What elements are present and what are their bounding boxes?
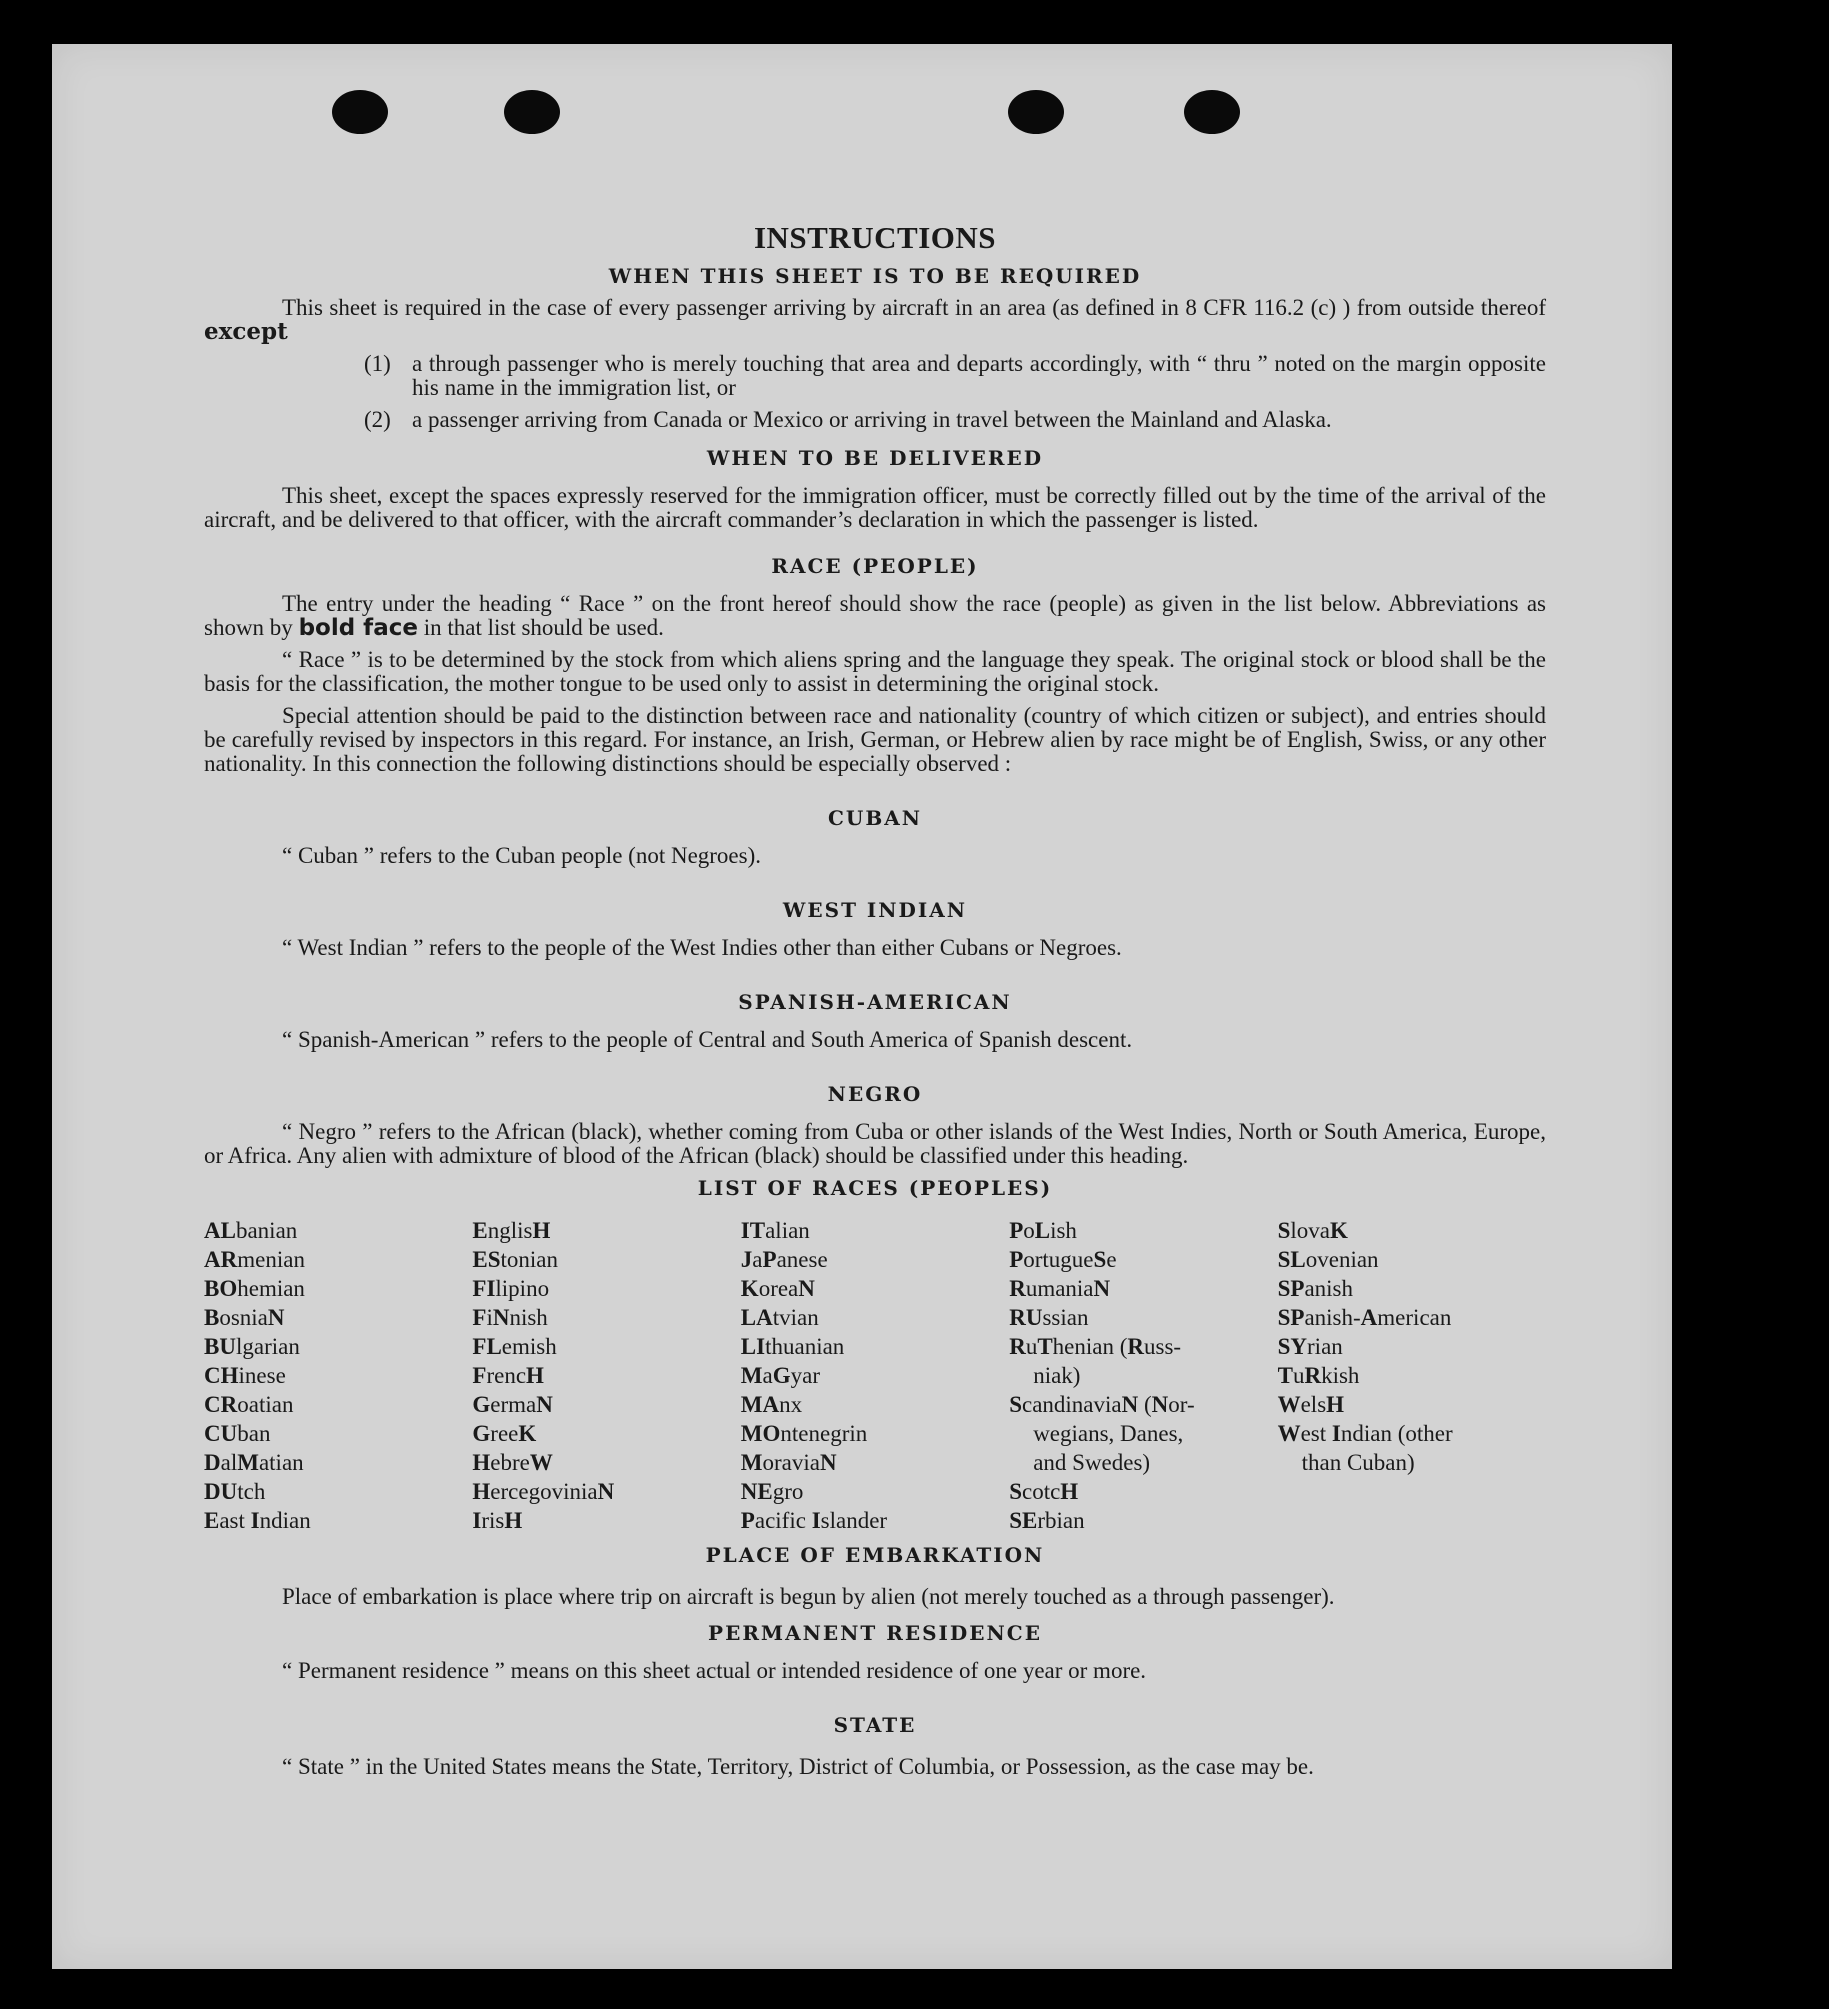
west-indian-paragraph: “ West Indian ” refers to the people of the West Indies other than either Cubans or Negroes. — [282, 935, 1122, 960]
race-entry: West Indian (other — [1277, 1421, 1453, 1446]
document-sheet — [52, 44, 1672, 1969]
page-title: INSTRUCTIONS — [753, 220, 996, 255]
race-entry: MaGyar — [740, 1363, 820, 1388]
race-entry: RuThenian (Russ- — [1009, 1334, 1182, 1359]
spanish-american-paragraph: “ Spanish-American ” refers to the people of Central and South America of Spanish descent. — [282, 1027, 1133, 1052]
race-entry: GreeK — [472, 1421, 537, 1446]
race-entry: HebreW — [472, 1450, 553, 1475]
race-paragraph-2: “ Race ” is to be determined by the stock from which aliens spring and the language they speak. The original stock or blood shall be the basis for the classification, the mother tongue to be used only to assist in determining the original stock. — [204, 647, 1546, 696]
race-entry: ScandinaviaN (Nor- — [1009, 1392, 1195, 1417]
race-entry: BosniaN — [204, 1305, 285, 1330]
race-paragraph-1: The entry under the heading “ Race ” on the front hereof should show the race (people) as given in the list below. Abbreviations as shown by bold face in that list should be used. — [204, 591, 1546, 641]
races-column-5 — [1278, 1216, 1546, 1535]
race-entry: EnglisH — [472, 1218, 551, 1243]
exception-item-1: (1) a through passenger who is merely touching that area and departs accordingly, with “ thru ” noted on the margin opposite his name in the immigration list, or — [364, 351, 1546, 400]
race-entry: ITalian — [740, 1218, 810, 1243]
race-entry: SErbian — [1009, 1508, 1085, 1533]
race-entry: RumaniaN — [1009, 1276, 1111, 1301]
race-entry: LIthuanian — [740, 1334, 845, 1359]
section-heading-embarkation: PLACE OF EMBARKATION — [705, 1543, 1045, 1567]
race-entry: EStonian — [472, 1247, 559, 1272]
race-entry: BOhemian — [204, 1276, 305, 1301]
race-entry: SPanish-American — [1277, 1305, 1452, 1330]
race-entry: TuRkish — [1277, 1363, 1360, 1388]
race-entry: CRoatian — [204, 1392, 294, 1417]
residence-paragraph: “ Permanent residence ” means on this sheet actual or intended residence of one year or more. — [282, 1658, 1147, 1683]
race-entry: KoreaN — [740, 1276, 815, 1301]
race-entry: ALbanian — [204, 1218, 298, 1243]
instructions-content — [204, 174, 1546, 1783]
exception-item-2: (2) a passenger arriving from Canada or Mexico or arriving in travel between the Mainland and Alaska. — [364, 407, 1332, 432]
punch-hole — [1008, 90, 1064, 134]
delivered-paragraph: This sheet, except the spaces expressly reserved for the immigration officer, must be correctly filled out by the time of the arrival of the aircraft, and be delivered to that officer, with the aircraft commander’s declaration in which the passenger is listed. — [204, 483, 1546, 532]
race-entry: East Indian — [204, 1508, 311, 1533]
race-entry-continued: niak) — [1033, 1363, 1081, 1388]
races-column-2 — [472, 1216, 740, 1535]
race-entry: MoraviaN — [740, 1450, 837, 1475]
race-entry: SYrian — [1277, 1334, 1343, 1359]
section-heading-required: WHEN THIS SHEET IS TO BE REQUIRED — [608, 264, 1142, 288]
race-entry: CHinese — [204, 1363, 286, 1388]
race-entry: RUssian — [1009, 1305, 1089, 1330]
embarkation-paragraph: Place of embarkation is place where trip on aircraft is begun by alien (not merely touched as a through passenger). — [282, 1584, 1335, 1609]
race-entry: PortugueSe — [1009, 1247, 1117, 1272]
section-heading-cuban: CUBAN — [827, 806, 923, 830]
section-heading-negro: NEGRO — [827, 1082, 923, 1106]
races-column-1 — [204, 1216, 472, 1535]
section-heading-delivered: WHEN TO BE DELIVERED — [706, 446, 1044, 470]
race-entry: GermaN — [472, 1392, 553, 1417]
race-entry: CUban — [204, 1421, 271, 1446]
race-paragraph-3: Special attention should be paid to the distinction between race and nationality (country of which citizen or subject), and entries should be carefully revised by inspectors in this regard. For instance, an Irish, German, or Hebrew alien by race might be of English, Swiss, or any other nationality. In this connection the following distinctions should be especially observed : — [204, 703, 1546, 776]
negro-paragraph: “ Negro ” refers to the African (black), whether coming from Cuba or other islands of the West Indies, North or South America, Europe, or Africa. Any alien with admixture of blood of the African (black) should be classified under this heading. — [204, 1119, 1546, 1168]
required-paragraph: This sheet is required in the case of every passenger arriving by aircraft in an area (as defined in 8 CFR 116.2 (c) ) from outside thereof except — [204, 295, 1546, 345]
race-entry: BUlgarian — [204, 1334, 300, 1359]
section-heading-west-indian: WEST INDIAN — [782, 898, 968, 922]
race-entry: ARmenian — [204, 1247, 305, 1272]
races-column-4 — [1009, 1216, 1277, 1535]
race-entry: NEgro — [740, 1479, 804, 1504]
race-entry: IrisH — [472, 1508, 523, 1533]
race-entry: MAnx — [740, 1392, 803, 1417]
race-entry-continued: than Cuban) — [1301, 1450, 1415, 1475]
punch-hole — [332, 90, 388, 134]
section-heading-race: RACE (PEOPLE) — [771, 554, 979, 578]
race-entry: FLemish — [472, 1334, 557, 1359]
section-heading-state: STATE — [833, 1713, 917, 1737]
cuban-paragraph: “ Cuban ” refers to the Cuban people (not Negroes). — [282, 843, 762, 868]
race-entry: JaPanese — [740, 1247, 828, 1272]
race-entry-continued: and Swedes) — [1033, 1450, 1151, 1475]
race-entry: HercegoviniaN — [472, 1479, 615, 1504]
race-entry: DUtch — [204, 1479, 266, 1504]
race-entry: FiNnish — [472, 1305, 548, 1330]
race-entry: SLovenian — [1277, 1247, 1379, 1272]
race-entry: Pacific Islander — [740, 1508, 888, 1533]
race-entry: DalMatian — [204, 1450, 304, 1475]
section-heading-spanish-american: SPANISH-AMERICAN — [738, 990, 1012, 1014]
race-entry: FIlipino — [472, 1276, 550, 1301]
race-entry: PoLish — [1009, 1218, 1077, 1243]
race-entry-continued: wegians, Danes, — [1033, 1421, 1184, 1446]
race-entry: SlovaK — [1277, 1218, 1348, 1243]
race-entry: WelsH — [1277, 1392, 1345, 1417]
race-entry: MOntenegrin — [740, 1421, 868, 1446]
punch-hole — [504, 90, 560, 134]
race-entry: SPanish — [1277, 1276, 1354, 1301]
races-column-3 — [741, 1216, 1009, 1535]
race-entry: LAtvian — [740, 1305, 819, 1330]
race-entry: ScotcH — [1009, 1479, 1079, 1504]
section-heading-residence: PERMANENT RESIDENCE — [708, 1621, 1042, 1645]
races-list — [204, 1216, 1546, 1535]
state-paragraph: “ State ” in the United States means the State, Territory, District of Columbia, or Possession, as the case may be. — [282, 1754, 1314, 1779]
section-heading-list-of-races: LIST OF RACES (PEOPLES) — [697, 1176, 1053, 1200]
punch-hole — [1184, 90, 1240, 134]
race-entry: FrencH — [472, 1363, 544, 1388]
